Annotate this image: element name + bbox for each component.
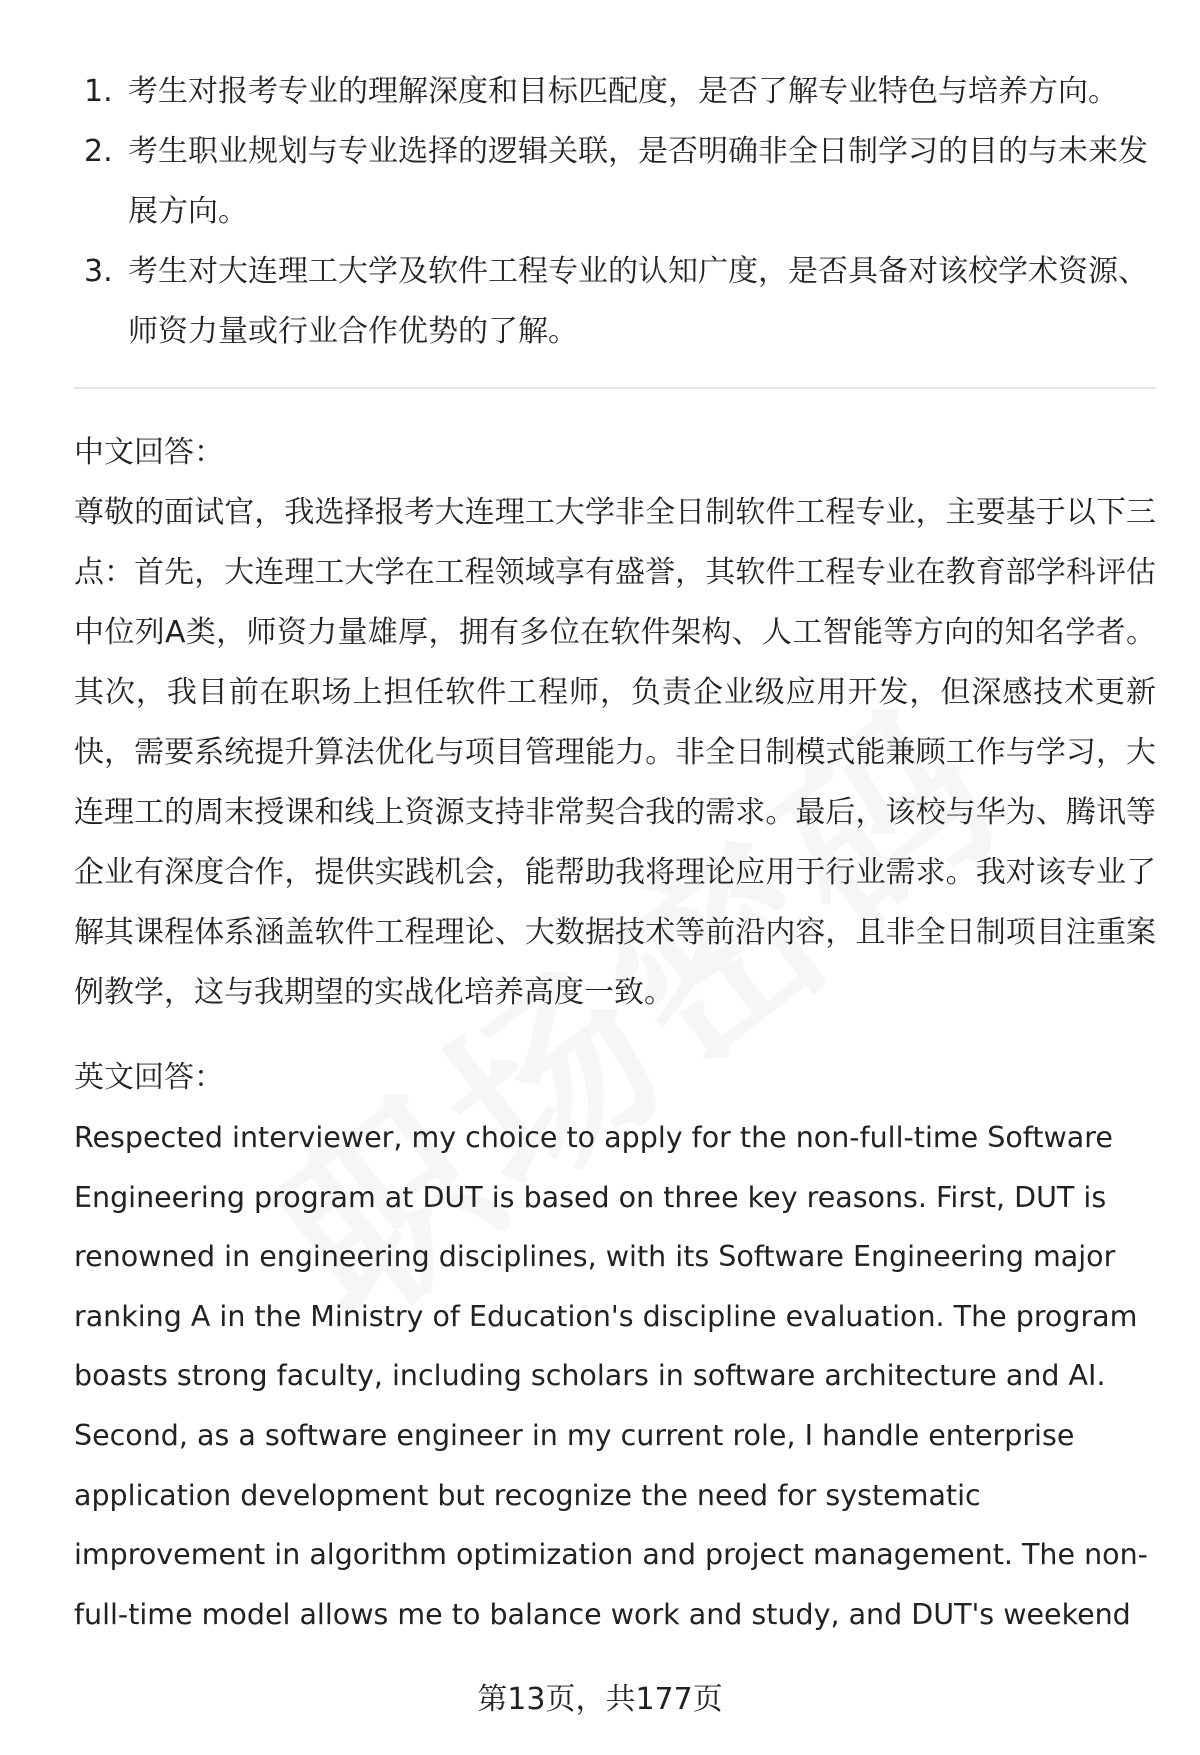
criteria-text: 考生职业规划与专业选择的逻辑关联，是否明确非全日制学习的目的与未来发展方向。 xyxy=(128,134,1148,229)
criteria-number: 1. xyxy=(84,74,113,109)
english-answer-text: Respected interviewer, my choice to apply for the non-full-time Software Engineering program at DUT is based on three key reasons. First, DUT is renowned in engineering disciplines, with its Software Engineering major ranking A in the Ministry of Education's discipline evaluation. The program boasts strong faculty, including scholars in software architecture and AI. Second, as a software engineer in my current role, I handle enterprise application development but recognize the need for systematic improvement in algorithm optimization and project management. The non-full-time model allows me to balance work and study, and DUT's weekend xyxy=(74,1121,1148,1631)
page-number: 第13页，共177页 xyxy=(477,1682,723,1717)
criteria-item xyxy=(74,62,1154,122)
criteria-number: 3. xyxy=(84,254,113,289)
chinese-answer-text: 尊敬的面试官，我选择报考大连理工大学非全日制软件工程专业，主要基于以下三点：首先，大连理工大学在工程领域享有盛誉，其软件工程专业在教育部学科评估中位列A类，师资力量雄厚，拥有多位在软件架构、人工智能等方向的知名学者。其次，我目前在职场上担任软件工程师，负责企业级应用开发，但深感技术更新快，需要系统提升算法优化与项目管理能力。非全日制模式能兼顾工作与学习，大连理工的周末授课和线上资源支持非常契合我的需求。最后，该校与华为、腾讯等企业有深度合作，提供实践机会，能帮助我将理论应用于行业需求。我对该专业了解其课程体系涵盖软件工程理论、大数据技术等前沿内容，且非全日制项目注重案例教学，这与我期望的实战化培养高度一致。 xyxy=(74,495,1156,1010)
section-divider xyxy=(74,387,1156,389)
criteria-text: 考生对报考专业的理解深度和目标匹配度，是否了解专业特色与培养方向。 xyxy=(128,74,1118,109)
criteria-text: 考生对大连理工大学及软件工程专业的认知广度，是否具备对该校学术资源、师资力量或行业合作优势的了解。 xyxy=(128,254,1148,349)
chinese-answer-label: 中文回答： xyxy=(74,435,224,470)
criteria-number: 2. xyxy=(84,134,113,169)
criteria-item xyxy=(74,122,1154,242)
criteria-item xyxy=(74,242,1154,362)
english-answer-label: 英文回答： xyxy=(74,1060,224,1095)
evaluation-criteria-list xyxy=(74,62,1154,362)
